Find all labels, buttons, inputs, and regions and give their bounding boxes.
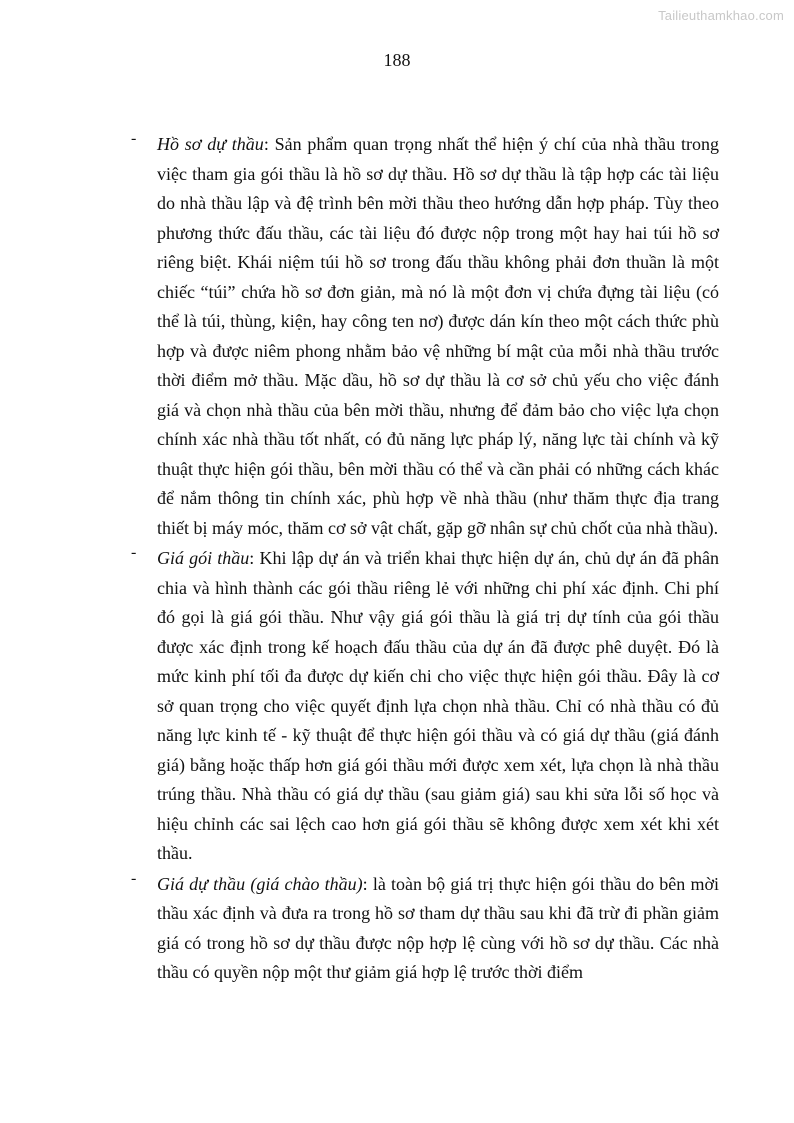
list-item [131,544,719,869]
document-body [131,130,719,989]
term: Hồ sơ dự thầu [157,134,264,154]
paragraph [157,544,719,869]
definition: : Khi lập dự án và triển khai thực hiện dự án, chủ dự án đã phân chia và hình thành các gói thầu riêng lẻ với những chi phí xác định. Chi phí đó gọi là giá gói thầu. Như vậy giá gói thầu là giá trị dự tính của gói thầu được xác định trong kế hoạch đấu thầu của dự án đã được phê duyệt. Đó là mức kinh phí tối đa được dự kiến chi cho việc thực hiện gói thầu. Đây là cơ sở quan trọng cho việc quyết định lựa chọn nhà thầu. Chỉ có nhà thầu có đủ năng lực kinh tế - kỹ thuật để thực hiện gói thầu và có giá dự thầu (giá đánh giá) bằng hoặc thấp hơn giá gói thầu mới được xem xét, lựa chọn là nhà thầu trúng thầu. Nhà thầu có giá dự thầu (sau giảm giá) sau khi sửa lỗi số học và hiệu chỉnh các sai lệch cao hơn giá gói thầu sẽ không được xem xét khi xét thầu. [157,548,719,863]
list-bullet: - [131,544,137,561]
watermark: Tailieuthamkhao.com [658,8,784,23]
paragraph [157,870,719,988]
paragraph [157,130,719,543]
definition: : Sản phẩm quan trọng nhất thể hiện ý chí của nhà thầu trong việc tham gia gói thầu là hồ sơ dự thầu. Hồ sơ dự thầu là tập hợp các tài liệu do nhà thầu lập và đệ trình bên mời thầu theo hướng dẫn hợp pháp. Tùy theo phương thức đấu thầu, các tài liệu đó được nộp trong một hay hai túi hồ sơ riêng biệt. Khái niệm túi hồ sơ trong đấu thầu không phải đơn thuần là một chiếc “túi” chứa hồ sơ đơn giản, mà nó là một đơn vị chứa đựng tài liệu (có thể là túi, thùng, kiện, hay công ten nơ) được dán kín theo một cách thức phù hợp và được niêm phong nhằm bảo vệ những bí mật của mỗi nhà thầu trước thời điểm mở thầu. Mặc dầu, hồ sơ dự thầu là cơ sở chủ yếu cho việc đánh giá và chọn nhà thầu của bên mời thầu, nhưng để đảm bảo cho việc lựa chọn chính xác nhà thầu tốt nhất, có đủ năng lực pháp lý, năng lực tài chính và kỹ thuật thực hiện gói thầu, bên mời thầu có thể và cần phải có những cách khác để nắm thông tin chính xác, phù hợp về nhà thầu (như thăm thực địa trang thiết bị máy móc, thăm cơ sở vật chất, gặp gỡ nhân sự chủ chốt của nhà thầu). [157,134,719,538]
definition: : là toàn bộ giá trị thực hiện gói thầu do bên mời thầu xác định và đưa ra trong hồ sơ tham dự thầu sau khi đã trừ đi phần giảm giá có trong hồ sơ dự thầu được nộp hợp lệ cùng với hồ sơ dự thầu. Các nhà thầu có quyền nộp một thư giảm giá hợp lệ trước thời điểm [157,873,719,982]
list-bullet: - [131,130,137,147]
list-item [131,870,719,988]
term: Giá dự thầu (giá chào thầu) [157,873,363,894]
term: Giá gói thầu [157,548,250,568]
page-number: 188 [383,50,411,70]
list-item [131,130,719,543]
list-bullet: - [131,869,137,887]
